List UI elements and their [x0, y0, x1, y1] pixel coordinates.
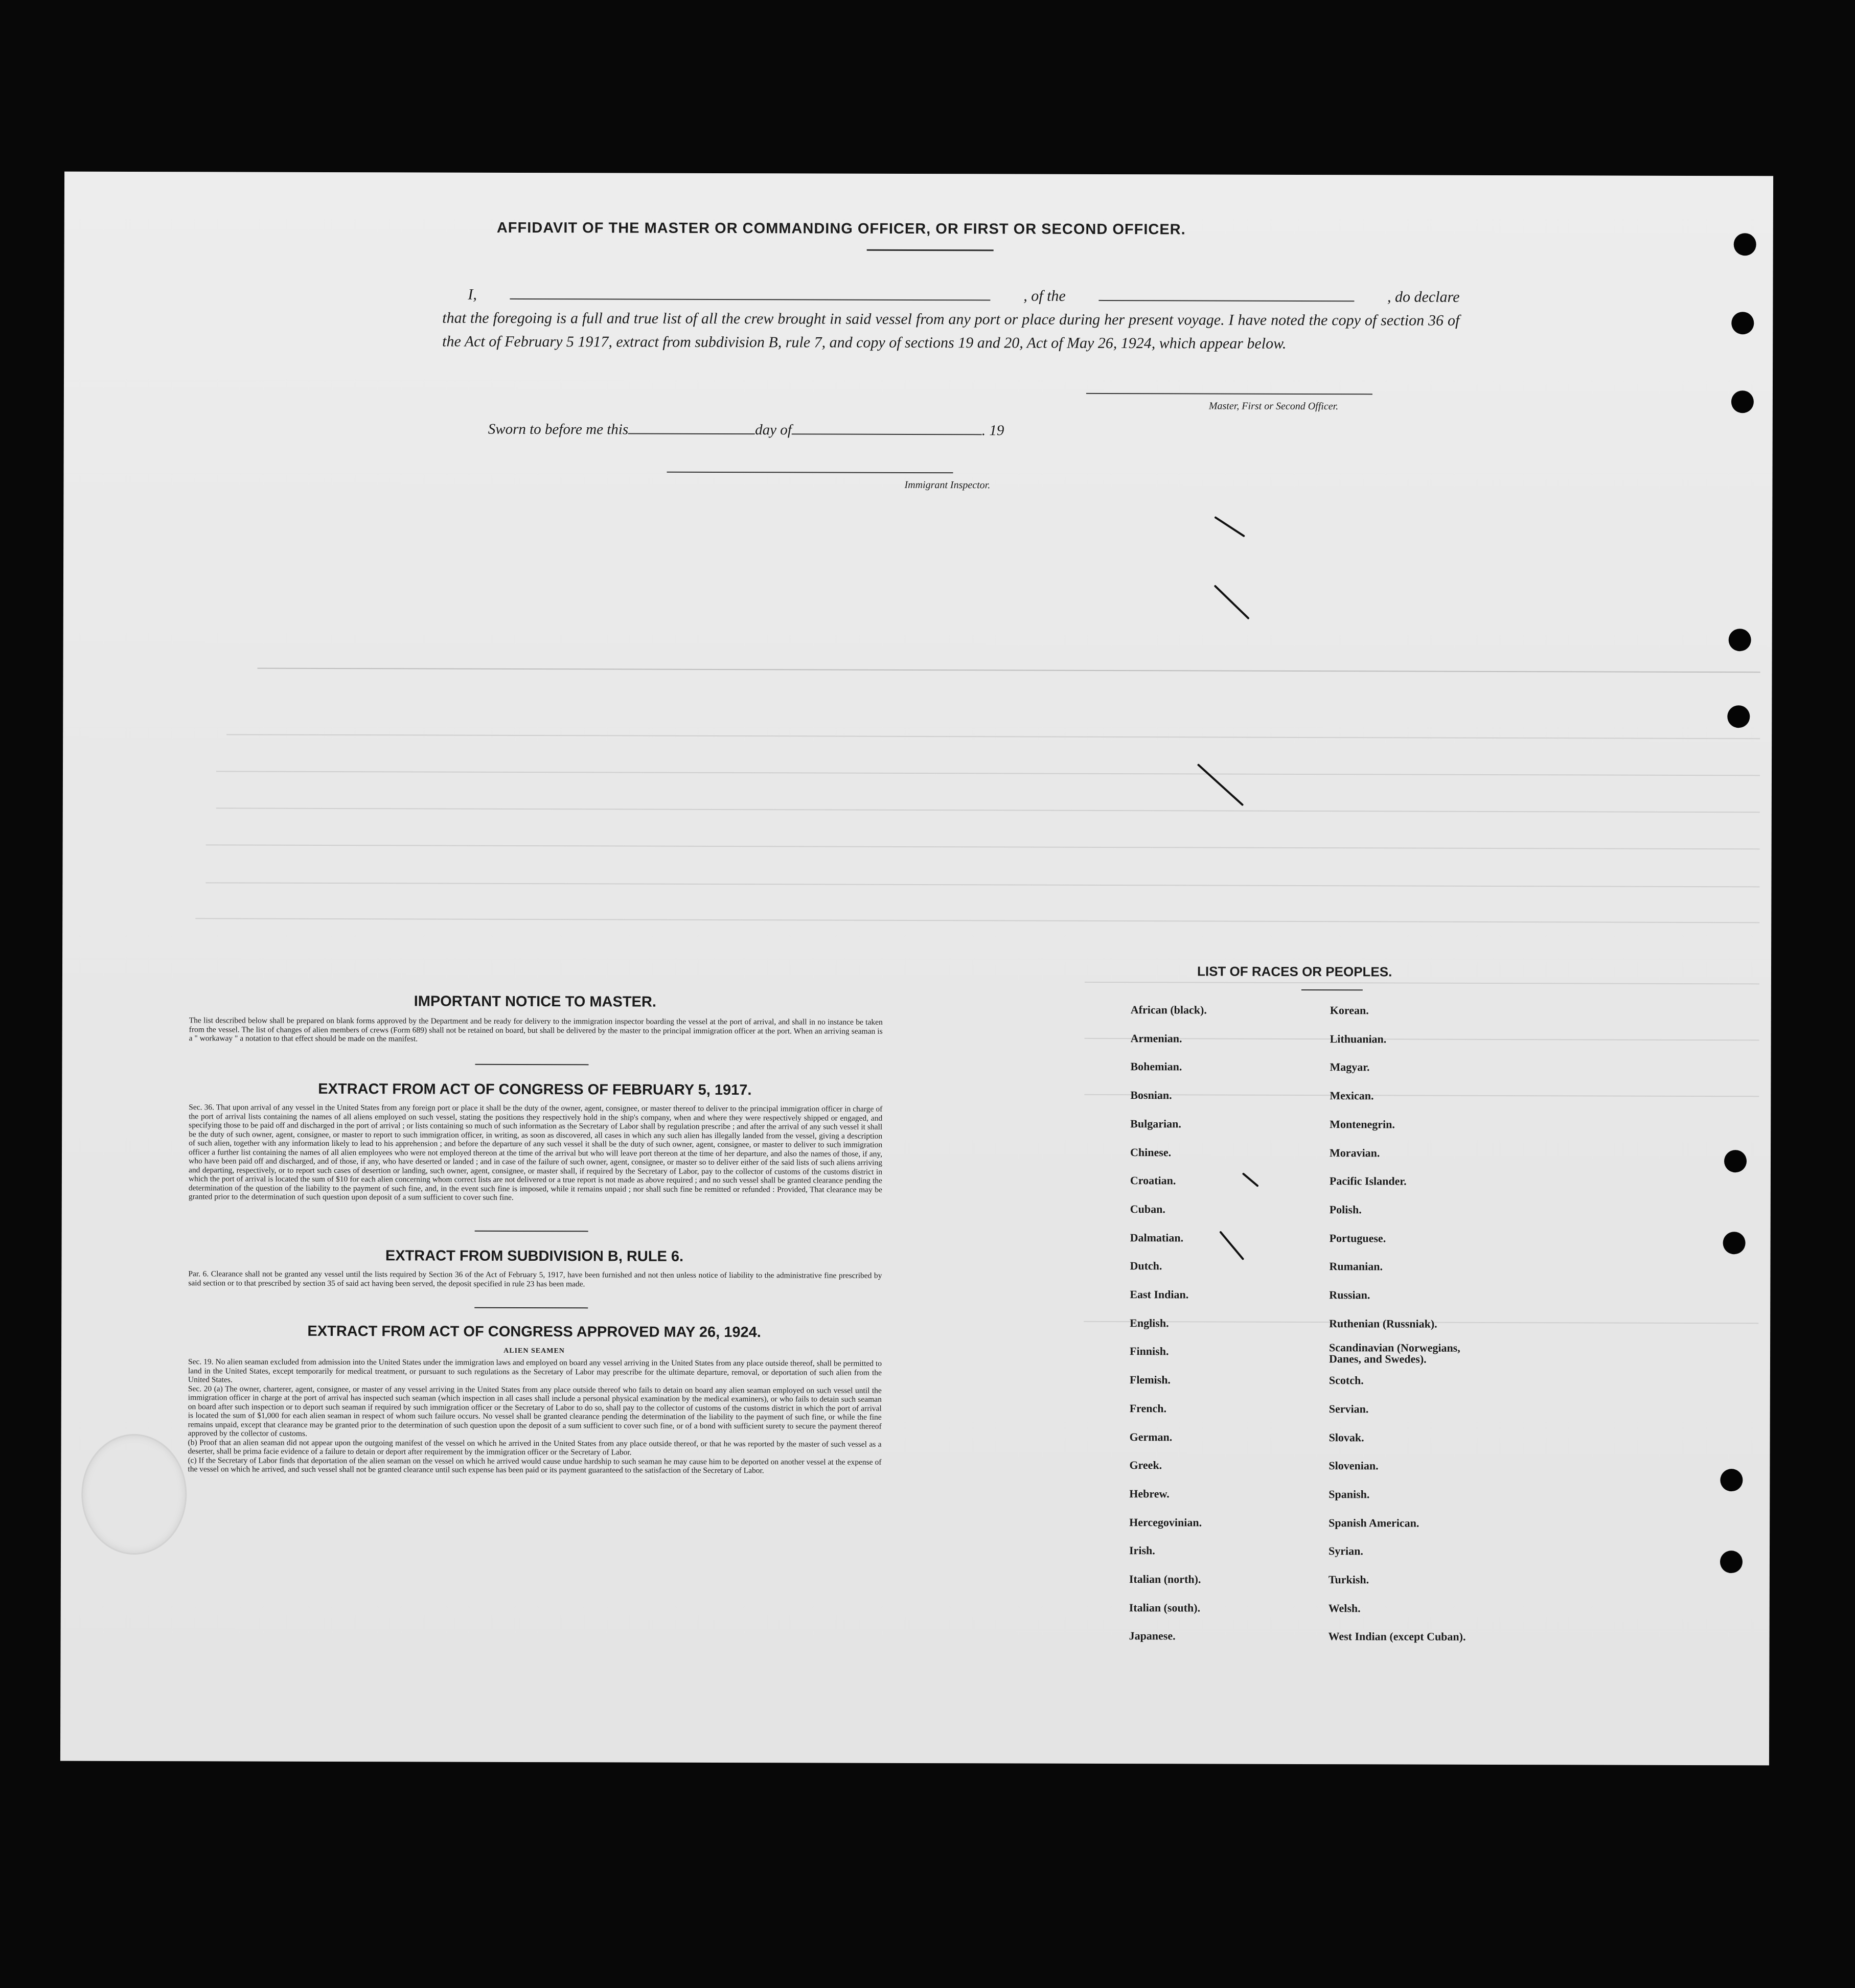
notice-text: The list described below shall be prepared on blank forms approved by the Department and be ready for delivery to the immigration inspector boarding the vessel at the port of arrival, and shall in no instance be taken from the vessel. The list of changes of alien members of crews (Form 689) shall not be retained on board, but shall be delivered by the master to the principal immigration officer at the port. When an arriving seaman is a " workaway " a notation to that effect should be made on the manifest.: [189, 1016, 883, 1044]
punch-hole: [1731, 312, 1754, 334]
section-divider: [475, 1231, 588, 1232]
section-divider: [475, 1064, 589, 1066]
sworn-prefix: Sworn to before me this: [488, 421, 629, 438]
race-item: German.: [1129, 1430, 1173, 1444]
race-item: Magyar.: [1330, 1060, 1370, 1074]
ruled-line: [1085, 982, 1759, 984]
pen-tick-mark: [1214, 585, 1250, 619]
master-signature-line: [1086, 393, 1372, 395]
notice-title: IMPORTANT NOTICE TO MASTER.: [414, 993, 656, 1010]
race-item: French.: [1129, 1402, 1167, 1415]
section-divider: [474, 1307, 588, 1309]
race-item: Russian.: [1329, 1288, 1370, 1302]
race-item: Servian.: [1329, 1402, 1369, 1416]
race-item: Croatian.: [1130, 1174, 1176, 1187]
race-item: Syrian.: [1328, 1544, 1363, 1558]
sec20a-text: Sec. 20 (a) The owner, charterer, agent, consignee, or master of any vessel arriving in the United States from any place outside thereof who fails to detain on board any alien seaman employed on such vessel until the immigration officer in charge at the port of arrival has inspected such seaman (which inspection in all cases shall include a personal physical examination by the medical examiners), or who fails to detain such seaman on board after such inspection or to deport such seaman if required by such immigration officer or the Secretary of Labor to do so, shall pay to the collector of customs of the customs district in which the port of arrival is located the sum of $1,000 for each alien seaman in respect of whom such failure occurs. No vessel shall be granted clearance pending the determination of the liability to the payment of such fine, or while the fine remains unpaid, except that clearance may be granted prior to the determination of such question upon the deposit of a sum sufficient to cover such fine, or of a bond with sufficient surety to secure the payment thereof approved by the collector of customs.: [188, 1384, 882, 1438]
race-item: Ruthenian (Russniak).: [1329, 1317, 1437, 1330]
punch-hole: [1724, 1150, 1747, 1172]
extract-1917-title: EXTRACT FROM ACT OF CONGRESS OF FEBRUARY 5, 1917.: [318, 1080, 752, 1099]
punch-hole: [1723, 1232, 1746, 1254]
inspector-caption: Immigrant Inspector.: [904, 479, 991, 491]
race-item: Montenegrin.: [1330, 1118, 1395, 1131]
affidavit-line1-start: I,: [468, 286, 477, 303]
race-item: Lithuanian.: [1330, 1032, 1387, 1046]
affidavit-body: that the foregoing is a full and true list of all the crew brought in said vessel from any port or place during her present voyage. I have noted the copy of section 36 of the Act of February 5 1917, extract from subdivision B, rule 7, and copy of sections 19 and 20, Act of May 26, 1924, which appear below.: [442, 309, 1460, 352]
ruled-line: [216, 771, 1760, 776]
inspector-signature-line: [667, 472, 953, 473]
rule6-text: Par. 6. Clearance shall not be granted any vessel until the lists required by Section 36 of the Act of February 5, 1917, have been furnished and not then unless notice of liability to the administrative fine prescribed by said section or to that prescribed by section 35 of said act having been served, the deposit specified in rule 23 has been made.: [188, 1269, 882, 1288]
race-item: Chinese.: [1130, 1146, 1172, 1159]
title-underline: [867, 249, 994, 251]
races-title-underline: [1301, 989, 1363, 990]
race-item: Bosnian.: [1130, 1089, 1172, 1102]
race-item: Irish.: [1129, 1544, 1155, 1557]
sec20b-text: (b) Proof that an alien seaman did not appear upon the outgoing manifest of the vessel on which he arrived in the United States from any place outside thereof, or that he was reported by the master of such vessel as a deserter, shall be prima facie evidence of a failure to detain or deport after requirement by the immigration officer or the Secretary of Labor.: [188, 1438, 882, 1457]
ruled-line: [226, 734, 1760, 739]
race-item: Italian (south).: [1129, 1601, 1201, 1614]
race-item: Mexican.: [1330, 1089, 1374, 1102]
race-item: Scandinavian (Norwegians, Danes, and Swedes).: [1329, 1341, 1460, 1366]
sec20c-text: (c) If the Secretary of Labor finds that deportation of the alien seaman on the vessel on which he arrived would cause undue hardship to such seaman he may cause him to be deported on another vessel at the expense of the vessel on which he arrived, and such vessel shall not be granted clearance until such expense has been paid or its payment guaranteed to the satisfaction of the Secretary of Labor.: [188, 1455, 882, 1475]
race-item: Dalmatian.: [1130, 1231, 1184, 1244]
race-item: Slovak.: [1329, 1431, 1364, 1444]
race-item: Italian (north).: [1129, 1573, 1201, 1586]
race-item: Scotch.: [1329, 1374, 1364, 1387]
race-item: Welsh.: [1328, 1602, 1361, 1615]
race-item: Greek.: [1129, 1459, 1162, 1472]
extract-1924-title: EXTRACT FROM ACT OF CONGRESS APPROVED MAY 26, 1924.: [307, 1323, 761, 1341]
race-item: Bulgarian.: [1130, 1117, 1181, 1130]
affidavit-text: [442, 283, 1459, 356]
affidavit-title: AFFIDAVIT OF THE MASTER OR COMMANDING OFFICER, OR FIRST OR SECOND OFFICER.: [496, 219, 1186, 238]
document-page: [60, 172, 1773, 1766]
ruled-line: [1084, 1094, 1759, 1097]
vessel-blank: [1098, 299, 1354, 302]
ruled-line: [195, 918, 1759, 923]
pen-tick-mark: [1219, 1231, 1244, 1260]
race-item: Cuban.: [1130, 1203, 1165, 1216]
race-item: Bohemian.: [1130, 1060, 1182, 1073]
rule6-title: EXTRACT FROM SUBDIVISION B, RULE 6.: [385, 1247, 684, 1265]
name-blank: [510, 297, 991, 300]
race-item: Flemish.: [1129, 1373, 1171, 1386]
race-item: English.: [1130, 1316, 1169, 1330]
race-item: Turkish.: [1328, 1573, 1369, 1586]
punch-hole: [1734, 233, 1756, 256]
punch-hole: [1720, 1469, 1743, 1491]
ruled-line: [205, 882, 1759, 887]
race-item: Korean.: [1330, 1004, 1369, 1017]
embossed-seal: [81, 1434, 187, 1555]
race-item: West Indian (except Cuban).: [1328, 1630, 1466, 1643]
sworn-line: [488, 421, 1004, 440]
sworn-year: . 19: [981, 422, 1004, 439]
race-item: Dutch.: [1130, 1259, 1162, 1273]
punch-hole: [1731, 390, 1754, 413]
race-item: Hercegovinian.: [1129, 1516, 1202, 1529]
race-item: Finnish.: [1130, 1345, 1169, 1358]
race-item: East Indian.: [1130, 1288, 1189, 1301]
race-item: Polish.: [1329, 1203, 1362, 1216]
ruled-line: [1085, 1038, 1759, 1041]
sworn-month-blank: [792, 432, 982, 435]
pen-tick-mark: [1214, 516, 1245, 538]
race-item: Spanish.: [1329, 1488, 1370, 1501]
punch-hole: [1729, 629, 1751, 651]
punch-hole: [1727, 705, 1750, 728]
race-item: Rumanian.: [1329, 1260, 1383, 1273]
ruled-line: [216, 807, 1760, 813]
sworn-day-blank: [628, 432, 755, 435]
race-item: Japanese.: [1129, 1629, 1176, 1643]
pen-tick-mark: [1197, 764, 1244, 806]
race-item: Slovenian.: [1329, 1459, 1379, 1472]
race-item: African (black).: [1130, 1003, 1207, 1016]
affidavit-line1-mid: , of the: [1023, 287, 1066, 305]
races-title: LIST OF RACES OR PEOPLES.: [1197, 963, 1392, 980]
race-item: Hebrew.: [1129, 1487, 1170, 1500]
master-signature-caption: Master, First or Second Officer.: [1208, 400, 1339, 412]
extract-1917-text: Sec. 36. That upon arrival of any vessel in the United States from any foreign port or place it shall be the duty of the owner, agent, consignee, or master thereof to deliver to the principal immigration officer in charge of the port of arrival lists containing the names of all aliens employed on such vessel, stating the positions they respectively hold in the ship's company, when and where they were respectively shipped or engaged, and specifying those to be paid off and discharged in the port of arrival ; or lists containing so much of such information as the Secretary of Labor shall by regulation prescribe ; and after the arrival of any such vessel it shall be the duty of such owner, agent, consignee, or master to report to such immigration officer, in writing, as soon as discovered, all cases in which any such alien has illegally landed from the vessel, giving a description of such alien, together with any information likely to lead to his apprehension ; and before the departure of any such vessel it shall be the duty of such owner, agent, consignee, or master to deliver to such immigration officer a further list containing the names of all alien employees who were not employed thereon at the time of the arrival but who will leave port thereon at the time of her departure, and also the names of those, if any, who have been paid off and discharged, and of those, if any, who have deserted or landed ; and in case of the failure of such owner, agent, consignee, or master so to deliver either of the said lists of such aliens arriving and departing, respectively, or to report such cases of desertion or landing, such owner, agent, consignee, or master shall, if required by the Secretary of Labor, pay to the collector of customs of the customs district in which the port of arrival is located the sum of $10 for each alien concerning whom correct lists are not delivered or a true report is not made as above required ; and no such vessel shall be granted clearance pending the determination of the question of the liability to the payment of such fine, and, in the event such fine is imposed, while it remains unpaid ; nor shall such fine be remitted or refunded : Provided, That clearance may be granted prior to the determination of such question upon deposit of a sum sufficient to cover such fine.: [188, 1103, 883, 1202]
ruled-line: [206, 844, 1760, 849]
punch-hole: [1720, 1551, 1743, 1573]
extract-1924-text: [188, 1357, 882, 1475]
race-item: Pacific Islander.: [1329, 1174, 1407, 1188]
race-item: Moravian.: [1330, 1146, 1380, 1160]
pen-tick-mark: [1242, 1172, 1259, 1187]
alien-seamen-subtitle: ALIEN SEAMEN: [503, 1347, 565, 1355]
ruled-line: [258, 668, 1760, 673]
race-item: Spanish American.: [1329, 1516, 1419, 1530]
race-item: Portuguese.: [1329, 1232, 1386, 1245]
sec19-text: Sec. 19. No alien seaman excluded from admission into the United States under the immigration laws and employed on board any vessel arriving in the United States from any place outside thereof, shall be permitted to land in the United States, except temporarily for medical treatment, or pursuant to such regulations as the Secretary of Labor may prescribe for the ultimate departure, removal, or deportation of such alien from the United States.: [188, 1357, 882, 1384]
race-item: Armenian.: [1130, 1032, 1182, 1045]
sworn-day-label: day of: [755, 422, 792, 438]
affidavit-line1-end: , do declare: [1387, 288, 1460, 306]
